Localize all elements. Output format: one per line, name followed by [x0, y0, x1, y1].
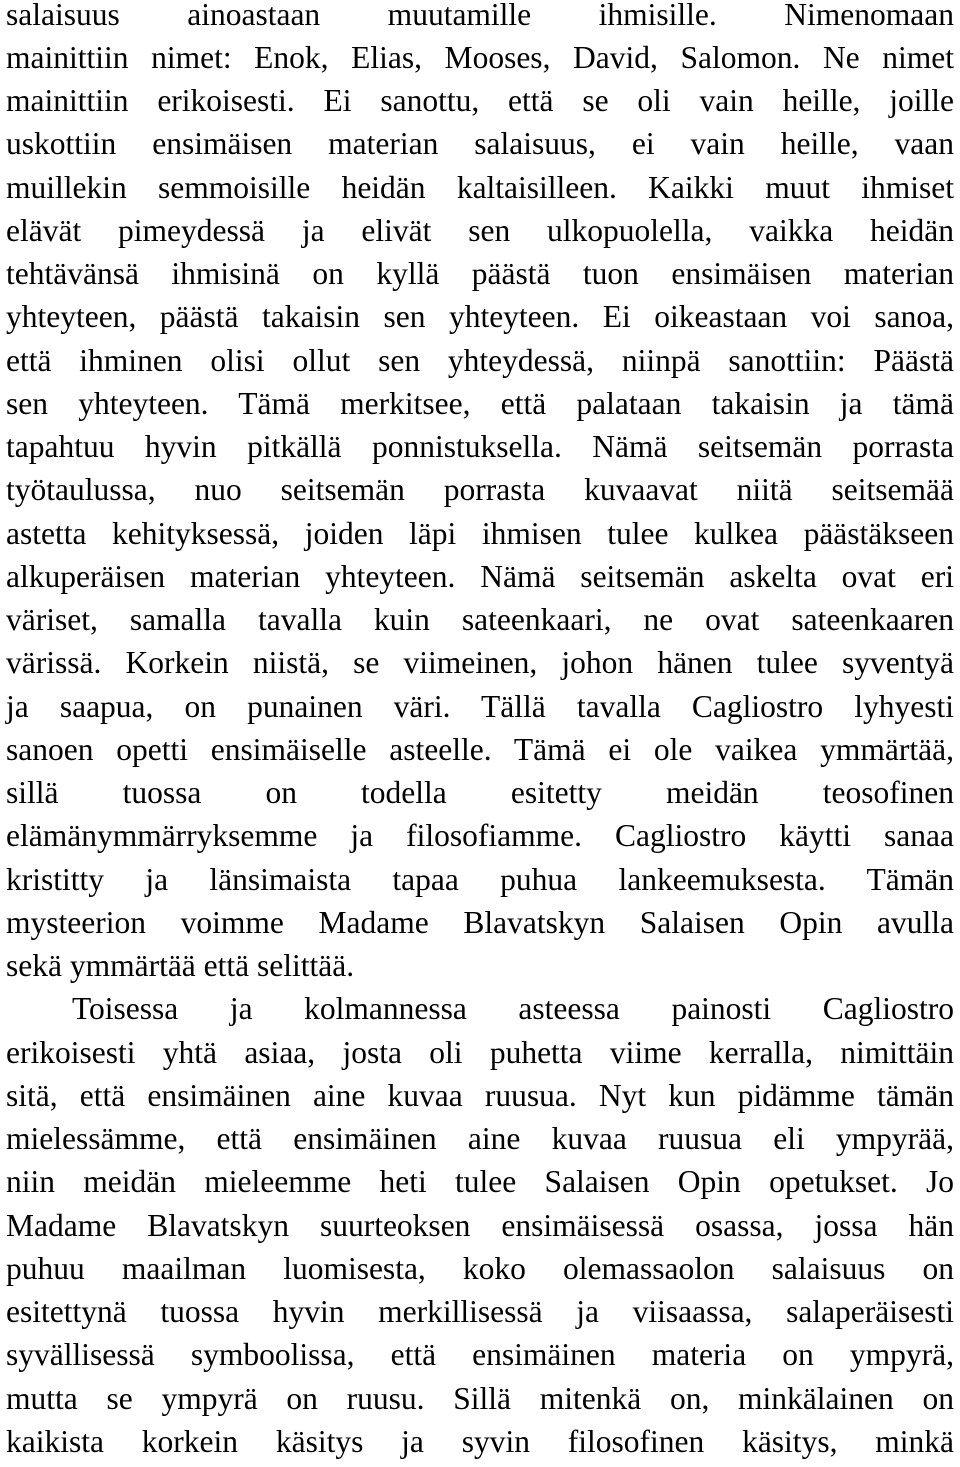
text-line: kristitty ja länsimaista tapaa puhua lankeemuksesta. Tämän: [6, 862, 954, 897]
text-line: puhuu maailman luomisesta, koko olemassaolon salaisuus on: [6, 1251, 954, 1286]
text-line: uskottiin ensimäisen materian salaisuus, ei vain heille, vaan: [6, 126, 954, 161]
text-line: muillekin semmoisille heidän kaltaisilleen. Kaikki muut ihmiset: [6, 170, 954, 205]
text-line: sitä, että ensimäinen aine kuvaa ruusua. Nyt kun pidämme tämän: [6, 1078, 954, 1113]
text-line: niin meidän mieleemme heti tulee Salaisen Opin opetukset. Jo: [6, 1164, 954, 1199]
text-line: esitettynä tuossa hyvin merkillisessä ja viisaassa, salaperäisesti: [6, 1294, 954, 1329]
text-line: elävät pimeydessä ja elivät sen ulkopuolella, vaikka heidän: [6, 213, 954, 248]
text-line: astetta kehityksessä, joiden läpi ihmisen tulee kulkea päästäkseen: [6, 516, 954, 551]
text-line: kaikista korkein käsitys ja syvin filosofinen käsitys, minkä: [6, 1424, 954, 1459]
paragraph-last-line: sekä ymmärtää että selittää.: [6, 948, 355, 983]
text-line: työtaulussa, nuo seitsemän porrasta kuvaavat niitä seitsemää: [6, 472, 954, 507]
text-line: sanoen opetti ensimäiselle asteelle. Tämä ei ole vaikea ymmärtää,: [6, 732, 954, 767]
text-line: sen yhteyteen. Tämä merkitsee, että palataan takaisin ja tämä: [6, 386, 954, 421]
text-line: yhteyteen, päästä takaisin sen yhteyteen. Ei oikeastaan voi sanoa,: [6, 299, 954, 334]
text-line: ja saapua, on punainen väri. Tällä tavalla Cagliostro lyhyesti: [6, 689, 954, 724]
text-line: elämänymmärryksemme ja filosofiamme. Cagliostro käytti sanaa: [6, 818, 954, 853]
text-line: syvällisessä symboolissa, että ensimäinen materia on ympyrä,: [6, 1337, 954, 1372]
text-line: mutta se ympyrä on ruusu. Sillä mitenkä on, minkälainen on: [6, 1381, 954, 1416]
text-line: mainittiin nimet: Enok, Elias, Mooses, David, Salomon. Ne nimet: [6, 40, 954, 75]
text-line: mielessämme, että ensimäinen aine kuvaa ruusua eli ympyrää,: [6, 1121, 954, 1156]
text-line: värissä. Korkein niistä, se viimeinen, johon hänen tulee syventyä: [6, 645, 954, 680]
text-line: sillä tuossa on todella esitetty meidän teosofinen: [6, 775, 954, 810]
text-line: mysteerion voimme Madame Blavatskyn Salaisen Opin avulla: [6, 905, 954, 940]
text-line: salaisuus ainoastaan muutamille ihmisille. Nimenomaan: [6, 0, 954, 32]
text-line: että ihminen olisi ollut sen yhteydessä, niinpä sanottiin: Päästä: [6, 343, 954, 378]
text-line: Madame Blavatskyn suurteoksen ensimäisessä osassa, jossa hän: [6, 1208, 954, 1243]
text-line: erikoisesti yhtä asiaa, josta oli puhetta viime kerralla, nimittäin: [6, 1035, 954, 1070]
text-line: väriset, samalla tavalla kuin sateenkaari, ne ovat sateenkaaren: [6, 602, 954, 637]
paragraph-first-line: Toisessa ja kolmannessa asteessa painosti Cagliostro: [72, 991, 954, 1026]
text-line: alkuperäisen materian yhteyteen. Nämä seitsemän askelta ovat eri: [6, 559, 954, 594]
text-line: tehtävänsä ihmisinä on kyllä päästä tuon ensimäisen materian: [6, 256, 954, 291]
text-line: tapahtuu hyvin pitkällä ponnistuksella. Nämä seitsemän porrasta: [6, 429, 954, 464]
text-line: mainittiin erikoisesti. Ei sanottu, että se oli vain heille, joille: [6, 83, 954, 118]
